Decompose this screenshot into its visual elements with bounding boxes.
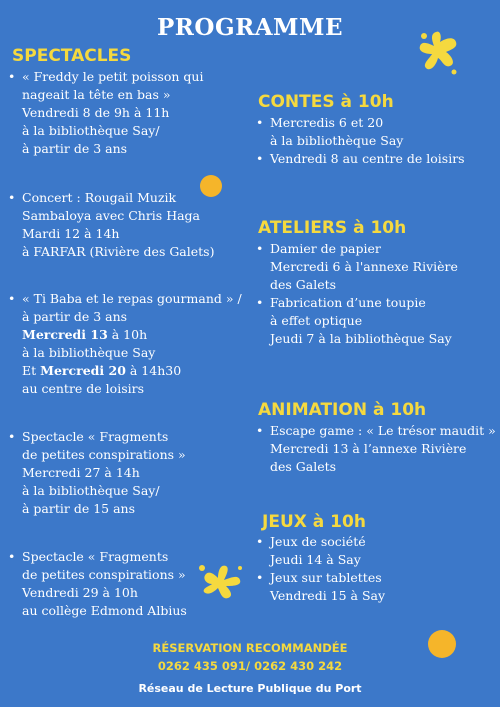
- list-item: • Damier de papier Mercredi 6 à l'annexe Rivière des Galets • Fabrication d’une toupie à effet optique Jeudi 7 à la bibliothèque Say: [256, 241, 458, 346]
- phone-numbers: 0262 435 091/ 0262 430 242: [157, 659, 343, 673]
- yellow-splash-icon: [196, 560, 244, 600]
- list-item: • Jeux de société Jeudi 14 à Say • Jeux sur tablettes Vendredi 15 à Say: [256, 534, 386, 603]
- list-item: • « Freddy le petit poisson qui nageait la tête en bas » Vendredi 8 de 9h à 11h à la bibliothèque Say/ à partir de 3 ans: [8, 69, 204, 156]
- list-item: • « Ti Baba et le repas gourmand » / à partir de 3 ans Mercredi 13 à 10h à la bibliothèque Say Et Mercredi 20 à 14h30 au centre de loisirs: [8, 291, 242, 396]
- yellow-splash-icon: [416, 28, 460, 78]
- list-item: • Spectacle « Fragments de petites conspirations » Mercredi 27 à 14h à la bibliothèque Say/ à partir de 15 ans: [8, 429, 186, 516]
- list-item: • Spectacle « Fragments de petites conspirations » Vendredi 29 à 10h au collège Edmond Albius: [8, 549, 187, 618]
- page-title: PROGRAMME: [157, 14, 343, 41]
- reservation-title: RÉSERVATION RECOMMANDÉE: [152, 641, 348, 655]
- section-heading-jeux: JEUX à 10h: [262, 512, 366, 532]
- section-heading-ateliers: ATELIERS à 10h: [258, 218, 407, 238]
- section-heading-animation: ANIMATION à 10h: [258, 400, 427, 420]
- network-name: Réseau de Lecture Publique du Port: [138, 682, 362, 695]
- section-heading-spectacles: SPECTACLES: [12, 46, 132, 66]
- reservation-notice: [0, 639, 500, 675]
- section-heading-contes: CONTES à 10h: [258, 92, 394, 112]
- list-item: • Concert : Rougail Muzik Sambaloya avec Chris Haga Mardi 12 à 14h à FARFAR (Rivière des Galets): [8, 190, 215, 259]
- list-item: • Mercredis 6 et 20 à la bibliothèque Say • Vendredi 8 au centre de loisirs: [256, 115, 465, 166]
- list-item: • Escape game : « Le trésor maudit » Mercredi 13 à l’annexe Rivière des Galets: [256, 423, 496, 474]
